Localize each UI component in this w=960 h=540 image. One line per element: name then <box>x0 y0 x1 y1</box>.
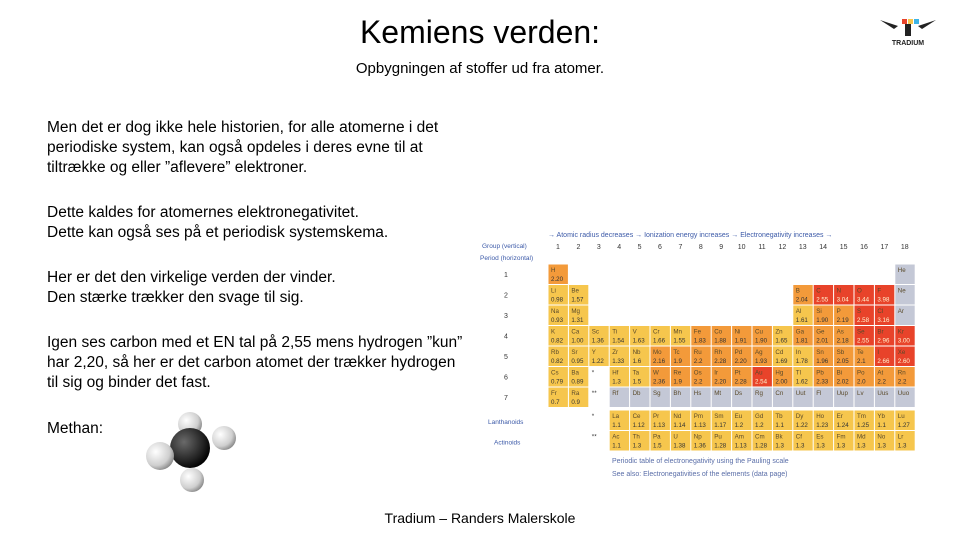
element-symbol: Pr <box>653 413 660 420</box>
group-number: 11 <box>758 244 766 251</box>
element-en-value: 0.79 <box>551 378 564 386</box>
element-symbol: U <box>673 433 678 441</box>
element-symbol: He <box>897 267 906 274</box>
element-en-value: 2.20 <box>551 276 564 283</box>
element-symbol: Yb <box>877 413 885 420</box>
element-symbol: V <box>632 328 637 336</box>
element-symbol: Er <box>836 413 843 420</box>
element-symbol: Ra <box>571 390 580 397</box>
element-en-value: 3.04 <box>836 296 849 304</box>
element-symbol: Pm <box>693 413 704 420</box>
group-number: 10 <box>737 244 746 251</box>
element-en-value: 1.90 <box>816 317 829 324</box>
element-en-value: 1.3 <box>632 442 642 450</box>
element-en-value: 1.33 <box>612 358 625 365</box>
period-number: 4 <box>504 333 508 341</box>
element-symbol: Mg <box>571 308 581 315</box>
element-en-value: 1.22 <box>591 358 604 365</box>
element-symbol: Sn <box>816 349 824 356</box>
element-symbol: Sb <box>836 349 845 356</box>
lanthanoids-label: Lanthanoids <box>488 419 524 426</box>
element-en-value: 1.17 <box>714 422 727 429</box>
element-symbol: Ne <box>897 287 906 295</box>
element-en-value: 1.36 <box>693 442 706 450</box>
element-en-value: 1.31 <box>571 317 584 324</box>
element-symbol: Fe <box>693 328 702 336</box>
element-en-value: 1.83 <box>693 337 706 345</box>
element-symbol: Ag <box>755 349 763 356</box>
period-number: 6 <box>504 374 508 382</box>
element-en-value: 0.82 <box>551 337 564 345</box>
element-en-value: 1.38 <box>673 442 686 450</box>
element-en-value: 2.02 <box>836 378 849 386</box>
element-symbol: Se <box>857 328 865 336</box>
element-symbol: At <box>877 369 884 377</box>
element-en-value: 2.55 <box>816 296 829 304</box>
element-symbol: Tc <box>673 349 680 356</box>
element-en-value: 1.55 <box>673 337 686 345</box>
group-numbers <box>548 244 918 254</box>
element-en-value: 0.9 <box>571 399 581 406</box>
group-number: 6 <box>658 244 662 251</box>
element-en-value: 1.69 <box>775 358 788 365</box>
element-en-value: 2.58 <box>857 317 870 324</box>
element-en-value: 2.01 <box>816 337 829 345</box>
element-en-value: 1.91 <box>734 337 747 345</box>
element-symbol: Rf <box>612 390 619 397</box>
element-symbol: Ar <box>897 308 904 315</box>
element-en-value: 1.96 <box>816 358 829 365</box>
para2-line2: Dette kan også ses på et periodisk systemskema. <box>47 224 389 241</box>
element-symbol: Uus <box>877 390 889 397</box>
element-en-value: 1.3 <box>612 378 621 386</box>
group-number: 4 <box>617 244 622 251</box>
element-en-value: 2.00 <box>775 378 788 386</box>
element-symbol: * <box>591 413 595 420</box>
footer-text: Tradium – Randers Malerskole <box>384 510 576 526</box>
element-symbol: Ta <box>632 369 640 377</box>
element-symbol: Au <box>755 369 763 377</box>
group-number: 13 <box>798 244 807 251</box>
element-en-value: 2.55 <box>857 337 870 345</box>
element-symbol: Am <box>734 433 744 441</box>
element-en-value: 1.3 <box>897 442 907 450</box>
element-symbol: Pa <box>653 433 661 441</box>
element-symbol: Ac <box>612 433 620 441</box>
element-en-value: 2.60 <box>897 358 910 365</box>
element-en-value: 2.19 <box>836 317 849 324</box>
element-en-value: 1.3 <box>857 442 866 450</box>
paragraph-carbon-hydrogen: Igen ses carbon med et EN tal på 2,55 mens hydrogen ”kun” har 2,20, så her er det carbon atomet der trækker hydrogen til sig og binder det fast. <box>47 334 463 391</box>
logo-text: TRADIUM <box>891 40 925 47</box>
element-symbol: Cn <box>775 390 784 397</box>
element-symbol: Fr <box>551 390 557 397</box>
element-en-value: 1.28 <box>714 442 727 450</box>
element-en-value: 1.93 <box>755 358 768 365</box>
element-symbol: Pt <box>734 369 741 377</box>
page-subtitle: Opbygningen af stoffer ud fra atomer. <box>355 60 605 77</box>
element-symbol: Pu <box>714 433 722 441</box>
element-en-value: 1.00 <box>571 337 584 345</box>
element-en-value: 1.57 <box>571 296 584 304</box>
element-symbol: Gd <box>755 413 764 420</box>
element-symbol: Co <box>714 328 723 336</box>
paragraph-intro: Men det er dog ikke hele historien, for alle atomerne i det periodiske system, kan også opdeles i deres evne til at tiltrække og eller ”aflevere” elektroner. <box>47 119 439 176</box>
figure-caption-see-also: See also: Electronegativities of the elements (data page) <box>612 471 788 478</box>
element-symbol: Sr <box>571 349 578 356</box>
element-symbol: H <box>551 267 556 274</box>
element-symbol: Po <box>857 369 865 377</box>
group-number: 18 <box>900 244 909 251</box>
element-en-value: 2.18 <box>836 337 849 345</box>
element-symbol: Es <box>816 433 824 441</box>
element-symbol: P <box>836 308 841 315</box>
element-symbol: Na <box>551 308 559 315</box>
element-symbol: Bk <box>775 433 783 441</box>
methane-molecule-image <box>140 408 240 493</box>
group-number: 12 <box>778 244 787 251</box>
element-symbol: Ds <box>734 390 743 397</box>
element-en-value: 0.93 <box>551 317 564 324</box>
element-symbol: Eu <box>734 413 743 420</box>
para3-line2: Den stærke trækker den svage til sig. <box>47 289 304 306</box>
element-symbol: Ho <box>816 413 825 420</box>
element-symbol: Re <box>673 369 682 377</box>
element-en-value: 2.1 <box>857 358 866 365</box>
element-symbol: Cr <box>653 328 660 336</box>
element-symbol: Br <box>877 328 884 336</box>
element-en-value: 1.3 <box>877 442 887 450</box>
element-symbol: Ga <box>795 328 805 336</box>
element-en-value: 2.2 <box>693 358 703 365</box>
period-number: 2 <box>504 292 508 300</box>
group-number: 14 <box>819 244 828 251</box>
element-symbol: Ru <box>693 349 702 356</box>
element-symbol: Nd <box>673 413 682 420</box>
element-en-value: 1.13 <box>734 442 747 450</box>
element-en-value: 1.3 <box>795 442 805 450</box>
element-en-value: 2.96 <box>877 337 890 345</box>
element-en-value: 1.1 <box>775 422 785 429</box>
element-en-value: 1.13 <box>653 422 666 429</box>
element-en-value: 1.5 <box>653 442 662 450</box>
group-number: 7 <box>678 244 683 251</box>
element-symbol: W <box>653 369 659 377</box>
element-en-value: 2.66 <box>877 358 890 365</box>
element-symbol: Cl <box>877 308 884 315</box>
element-symbol: Uup <box>836 390 848 397</box>
element-en-value: 1.3 <box>816 442 825 450</box>
element-symbol: K <box>551 328 556 336</box>
element-en-value: 1.90 <box>755 337 768 345</box>
element-en-value: 0.7 <box>551 399 560 406</box>
element-symbol: Rg <box>755 390 763 397</box>
element-symbol: Sg <box>653 390 661 397</box>
element-symbol: O <box>857 287 862 295</box>
element-symbol: As <box>836 328 844 336</box>
element-en-value: 2.33 <box>816 378 829 386</box>
element-en-value: 1.36 <box>591 337 604 345</box>
element-symbol: Hg <box>775 369 784 377</box>
element-en-value: 1.1 <box>877 422 887 429</box>
element-symbol: Mn <box>673 328 683 336</box>
paragraph-real-world <box>47 268 467 308</box>
element-en-value: 1.65 <box>775 337 788 345</box>
group-number: 3 <box>596 244 601 251</box>
element-en-value: 0.89 <box>571 378 584 386</box>
element-symbol: Zr <box>612 349 619 356</box>
element-symbol: Rh <box>714 349 723 356</box>
element-en-value: 1.27 <box>897 422 910 429</box>
group-number: 17 <box>880 244 889 251</box>
element-symbol: Db <box>632 390 641 397</box>
element-symbol: Cd <box>775 349 784 356</box>
element-en-value: 1.9 <box>673 358 683 365</box>
element-en-value: 2.28 <box>714 358 727 365</box>
group-number: 15 <box>839 244 848 251</box>
element-en-value: 1.81 <box>795 337 808 345</box>
element-symbol: Fm <box>836 433 846 441</box>
element-symbol: Ir <box>714 369 718 377</box>
trend-header: → Atomic radius decreases → Ionization energy increases → Electronegativity increases → <box>548 232 833 239</box>
group-number: 1 <box>556 244 560 251</box>
element-en-value: 0.98 <box>551 296 564 304</box>
element-symbol: In <box>795 349 801 356</box>
group-number: 9 <box>719 244 724 251</box>
element-en-value: 2.2 <box>693 378 703 386</box>
element-en-value: 2.2 <box>877 378 887 386</box>
element-symbol: Cs <box>551 369 559 377</box>
element-symbol: Be <box>571 287 579 295</box>
element-symbol: B <box>795 287 800 295</box>
element-symbol: Fl <box>816 390 822 397</box>
group-number: 8 <box>698 244 703 251</box>
element-en-value: 2.16 <box>653 358 666 365</box>
element-en-value: 1.25 <box>857 422 870 429</box>
element-en-value: 0.82 <box>551 358 564 365</box>
element-symbol: I <box>877 349 880 356</box>
element-symbol: Dy <box>795 413 804 420</box>
element-symbol: Y <box>591 349 596 356</box>
para2-line1: Dette kaldes for atomernes elektronegativitet. <box>47 204 359 221</box>
element-en-value: 2.04 <box>795 296 808 304</box>
element-symbol: Cf <box>795 433 802 441</box>
element-en-value: 2.28 <box>734 378 747 386</box>
element-symbol: Md <box>857 433 866 441</box>
element-symbol: Xe <box>897 349 906 356</box>
element-symbol: Np <box>693 433 702 441</box>
period-number: 1 <box>504 272 508 279</box>
group-number: 5 <box>637 244 642 251</box>
element-en-value: 1.1 <box>612 422 621 429</box>
element-en-value: 1.22 <box>795 422 808 429</box>
element-symbol: Bi <box>836 369 843 377</box>
element-symbol: C <box>816 287 821 295</box>
period-axis-label: Period (horizontal) <box>480 255 534 262</box>
element-en-value: 1.9 <box>673 378 683 386</box>
element-symbol: No <box>877 433 886 441</box>
element-en-value: 2.36 <box>653 378 666 386</box>
figure-caption: Periodic table of electronegativity using the Pauling scale <box>612 458 789 465</box>
group-number: 16 <box>860 244 868 251</box>
element-en-value: 1.88 <box>714 337 727 345</box>
element-symbol: Uut <box>795 390 806 397</box>
element-symbol: Lr <box>897 433 904 441</box>
element-symbol: ** <box>591 390 597 397</box>
element-en-value: 3.16 <box>877 317 890 324</box>
element-symbol: Tm <box>857 413 866 420</box>
element-symbol: Tl <box>795 369 801 377</box>
element-en-value: 1.54 <box>612 337 625 345</box>
element-en-value: 1.24 <box>836 422 849 429</box>
paragraph-electronegativity <box>47 203 467 243</box>
period-number: 7 <box>504 395 508 402</box>
element-en-value: 3.00 <box>897 337 910 345</box>
element-symbol: Ge <box>816 328 825 336</box>
element-symbol: Uuo <box>897 390 910 397</box>
element-en-value: 0.95 <box>571 358 584 365</box>
element-symbol: Rn <box>897 369 906 377</box>
element-symbol: Si <box>816 308 822 315</box>
period-number: 3 <box>504 313 508 320</box>
element-en-value: 1.5 <box>632 378 642 386</box>
element-en-value: 1.66 <box>653 337 666 345</box>
tradium-logo <box>876 16 940 48</box>
element-symbol: ** <box>591 433 597 441</box>
element-symbol: Li <box>551 287 556 295</box>
element-symbol: S <box>857 308 862 315</box>
element-symbol: Pd <box>734 349 743 356</box>
element-en-value: 3.98 <box>877 296 890 304</box>
para3-line1: Her er det den virkelige verden der vinder. <box>47 269 336 286</box>
element-symbol: Ca <box>571 328 580 336</box>
element-symbol: Kr <box>897 328 904 336</box>
element-symbol: Hs <box>693 390 702 397</box>
element-symbol: Th <box>632 433 640 441</box>
element-symbol: Pb <box>816 369 824 377</box>
element-en-value: 2.0 <box>857 378 866 386</box>
element-en-value: 1.23 <box>816 422 829 429</box>
element-symbol: Rb <box>551 349 559 356</box>
element-symbol: Hf <box>612 369 619 377</box>
page-title: Kemiens verden: <box>359 14 601 50</box>
element-symbol: Os <box>693 369 702 377</box>
element-symbol: Nb <box>632 349 641 356</box>
element-en-value: 2.20 <box>714 378 727 386</box>
element-symbol: Cm <box>755 433 765 441</box>
element-symbol: Sm <box>714 413 724 420</box>
element-symbol: Tb <box>775 413 783 420</box>
element-en-value: 1.3 <box>836 442 846 450</box>
element-en-value: 1.78 <box>795 358 808 365</box>
period-number: 5 <box>504 354 508 361</box>
element-en-value: 1.62 <box>795 378 808 386</box>
element-symbol: Lv <box>857 390 864 397</box>
element-en-value: 1.2 <box>734 422 744 429</box>
element-symbol: Zn <box>775 328 783 336</box>
group-number: 2 <box>576 244 581 251</box>
element-en-value: 2.54 <box>755 378 768 386</box>
group-axis-label: Group (vertical) <box>482 243 527 250</box>
element-en-value: 1.13 <box>693 422 706 429</box>
element-en-value: 1.2 <box>755 422 764 429</box>
element-symbol: Ti <box>612 328 618 336</box>
element-symbol: Ni <box>734 328 741 336</box>
element-en-value: 1.61 <box>795 317 808 324</box>
element-symbol: * <box>591 369 595 377</box>
element-symbol: Te <box>857 349 864 356</box>
element-symbol: Mt <box>714 390 722 397</box>
electronegativity-periodic-table <box>474 218 924 490</box>
element-en-value: 1.12 <box>632 422 645 429</box>
element-symbol: Cu <box>755 328 763 336</box>
element-en-value: 3.44 <box>857 296 870 304</box>
element-en-value: 2.05 <box>836 358 849 365</box>
actinoids-label: Actinoids <box>494 439 521 447</box>
element-symbol: N <box>836 287 842 295</box>
element-en-value: 1.6 <box>632 358 642 365</box>
element-symbol: F <box>877 287 882 295</box>
methane-label: Methan: <box>47 420 104 437</box>
element-en-value: 1.63 <box>632 337 645 345</box>
element-en-value: 1.3 <box>775 442 785 450</box>
element-en-value: 2.20 <box>734 358 747 365</box>
element-symbol: Ce <box>632 413 641 420</box>
element-symbol: Al <box>795 308 802 315</box>
element-en-value: 2.2 <box>897 378 907 386</box>
element-en-value: 1.14 <box>673 422 686 429</box>
element-en-value: 1.1 <box>612 442 621 450</box>
element-symbol: Lu <box>897 413 905 420</box>
element-symbol: Ba <box>571 369 579 377</box>
element-symbol: La <box>612 413 620 420</box>
element-symbol: Mo <box>653 349 662 356</box>
element-symbol: Sc <box>591 328 600 336</box>
element-symbol: Bh <box>673 390 681 397</box>
element-en-value: 1.28 <box>755 442 768 450</box>
